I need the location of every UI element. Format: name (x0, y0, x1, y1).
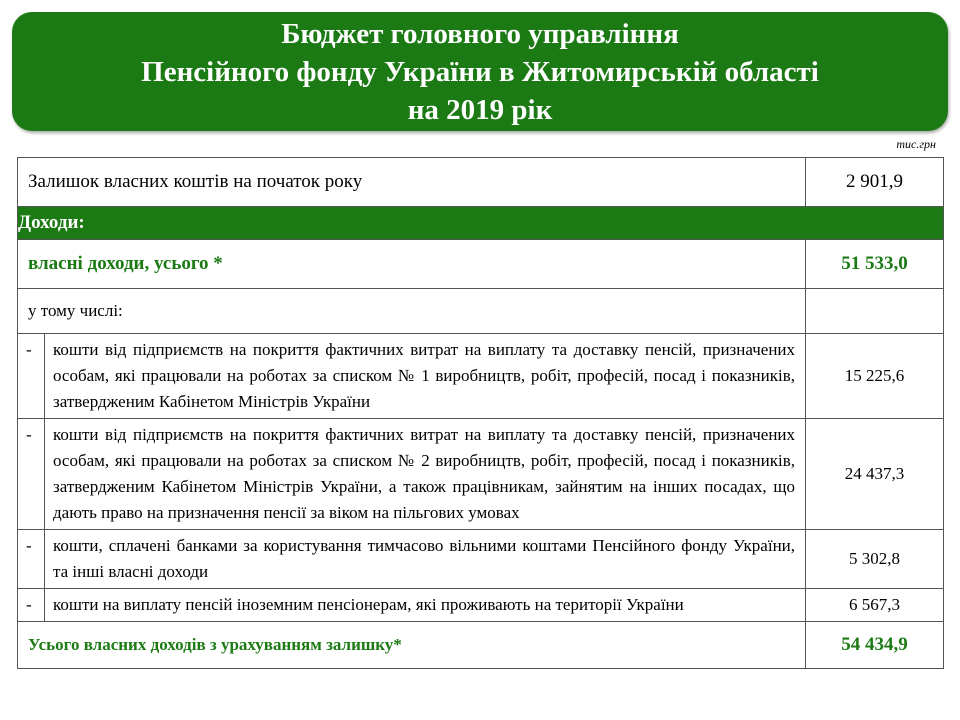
item-dash: - (18, 334, 45, 419)
item-value: 5 302,8 (806, 530, 944, 589)
title-banner (12, 12, 948, 131)
title-line-3: на 2019 рік (407, 93, 553, 126)
table-row-including (18, 289, 944, 334)
own-income-value: 51 533,0 (806, 240, 944, 289)
table-row-item-1 (18, 334, 944, 419)
item-value: 24 437,3 (806, 419, 944, 530)
item-text: кошти, сплачені банками за користування тимчасово вільними коштами Пенсійного фонду України, та інші власні доходи (45, 530, 806, 589)
title-line-1: Бюджет головного управління (281, 17, 679, 50)
item-text: кошти на виплату пенсій іноземним пенсіонерам, які проживають на території України (45, 589, 806, 622)
item-text: кошти від підприємств на покриття фактичних витрат на виплату та доставку пенсій, призначених особам, які працювали на роботах за списком № 1 виробництв, робіт, професій, посад і показників, затвердженим Кабінетом Міністрів України (45, 334, 806, 419)
budget-table (17, 157, 944, 669)
table-row-own-income (18, 240, 944, 289)
table-row-item-3 (18, 530, 944, 589)
item-dash: - (18, 530, 45, 589)
item-value: 6 567,3 (806, 589, 944, 622)
item-text: кошти від підприємств на покриття фактичних витрат на виплату та доставку пенсій, призначених особам, які працювали на роботах за списком № 2 виробництв, робіт, професій, посад і показників, затвердженим Кабінетом Міністрів України, а також працівникам, зайнятим на інших посадах, що дають право на призначення пенсії за віком на пільгових умовах (45, 419, 806, 530)
income-header: Доходи: (18, 207, 944, 240)
item-dash: - (18, 419, 45, 530)
balance-label: Залишок власних коштів на початок року (18, 158, 806, 207)
including-label: у тому числі: (18, 289, 806, 334)
table-row-income-header (18, 207, 944, 240)
table-row-total (18, 622, 944, 669)
item-dash: - (18, 589, 45, 622)
item-value: 15 225,6 (806, 334, 944, 419)
balance-value: 2 901,9 (806, 158, 944, 207)
total-label: Усього власних доходів з урахуванням залишку* (18, 622, 806, 669)
own-income-label: власні доходи, усього * (18, 240, 806, 289)
title-line-2: Пенсійного фонду України в Житомирській області (141, 55, 819, 88)
including-value-empty (806, 289, 944, 334)
table-row-item-2 (18, 419, 944, 530)
table-row-item-4 (18, 589, 944, 622)
total-value: 54 434,9 (806, 622, 944, 669)
unit-label: тис.грн (896, 137, 936, 151)
table-row-balance (18, 158, 944, 207)
